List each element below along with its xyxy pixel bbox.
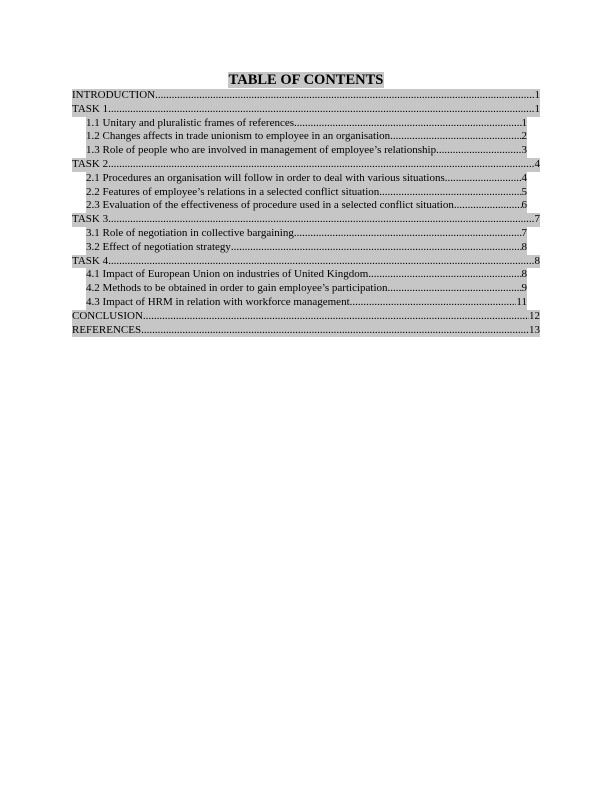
toc-entry-3-2[interactable] bbox=[86, 241, 527, 255]
toc-entry-label: 4.3 Impact of HRM in relation with workforce management bbox=[86, 295, 350, 308]
toc-entry-1-1[interactable] bbox=[86, 117, 527, 131]
toc-page-number: 12 bbox=[529, 309, 540, 322]
toc-entry-label: 3.1 Role of negotiation in collective bargaining bbox=[86, 226, 294, 239]
toc-entry-4-3[interactable] bbox=[86, 296, 527, 310]
toc-entry-label: CONCLUSION bbox=[72, 309, 143, 322]
toc-leader-dots bbox=[108, 103, 534, 117]
toc-entry-2-1[interactable] bbox=[86, 172, 527, 186]
toc-entry-label: 1.1 Unitary and pluralistic frames of references bbox=[86, 116, 294, 129]
toc-title-text: TABLE OF CONTENTS bbox=[228, 72, 384, 88]
toc-page-number: 2 bbox=[521, 130, 527, 143]
toc-leader-dots bbox=[390, 130, 521, 144]
toc-entry-label: 4.2 Methods to be obtained in order to gain employee’s participation bbox=[86, 282, 388, 295]
toc-leader-dots bbox=[231, 241, 522, 255]
toc-leader-dots bbox=[350, 296, 517, 310]
toc-leader-dots bbox=[108, 158, 534, 172]
toc-leader-dots bbox=[294, 117, 522, 131]
toc-entry-1-3[interactable] bbox=[86, 144, 527, 158]
toc-entry-label: TASK 1 bbox=[72, 102, 109, 115]
toc-entry-4-1[interactable] bbox=[86, 268, 527, 282]
toc-page-number: 9 bbox=[521, 282, 527, 295]
toc-leader-dots bbox=[454, 199, 522, 213]
toc-entry-introduction[interactable] bbox=[72, 89, 540, 103]
toc-entry-label: INTRODUCTION bbox=[72, 89, 156, 101]
toc-leader-dots bbox=[436, 144, 521, 158]
toc-page-number: 4 bbox=[521, 171, 527, 184]
toc-page-number: 4 bbox=[534, 157, 540, 170]
toc-entry-label: 2.3 Evaluation of the effectiveness of procedure used in a selected conflict situation bbox=[86, 199, 454, 212]
toc-entry-label: TASK 4 bbox=[72, 254, 109, 267]
toc-entry-task-1[interactable] bbox=[72, 103, 540, 117]
toc-entry-label: TASK 3 bbox=[72, 213, 109, 226]
toc-entry-references[interactable] bbox=[72, 324, 540, 338]
toc-entry-label: REFERENCES bbox=[72, 323, 142, 336]
toc-leader-dots bbox=[108, 213, 534, 227]
toc-page-number: 1 bbox=[534, 89, 540, 101]
table-of-contents bbox=[72, 72, 540, 337]
toc-leader-dots bbox=[141, 324, 529, 338]
toc-entry-3-1[interactable] bbox=[86, 227, 527, 241]
toc-leader-dots bbox=[368, 268, 521, 282]
toc-entry-label: 2.2 Features of employee’s relations in a selected conflict situation bbox=[86, 185, 380, 198]
toc-entry-task-3[interactable] bbox=[72, 213, 540, 227]
toc-leader-dots bbox=[155, 89, 534, 103]
toc-entry-label: 1.2 Changes affects in trade unionism to employee in an organisation bbox=[86, 130, 391, 143]
toc-leader-dots bbox=[294, 227, 522, 241]
toc-entry-2-3[interactable] bbox=[86, 199, 527, 213]
toc-page-number: 11 bbox=[516, 295, 527, 308]
toc-leader-dots bbox=[108, 255, 534, 269]
toc-page-number: 13 bbox=[529, 323, 540, 336]
toc-leader-dots bbox=[143, 310, 529, 324]
toc-page-number: 5 bbox=[521, 185, 527, 198]
toc-heading bbox=[72, 72, 540, 89]
toc-entry-label: 2.1 Procedures an organisation will follow in order to deal with various situations bbox=[86, 171, 445, 184]
toc-page-number: 7 bbox=[534, 213, 540, 226]
toc-entry-label: 1.3 Role of people who are involved in management of employee’s relationship bbox=[86, 144, 437, 157]
toc-leader-dots bbox=[388, 282, 522, 296]
toc-page-number: 1 bbox=[521, 116, 527, 129]
toc-entry-task-2[interactable] bbox=[72, 158, 540, 172]
toc-page-number: 3 bbox=[521, 144, 527, 157]
toc-entry-4-2[interactable] bbox=[86, 282, 527, 296]
toc-page-number: 7 bbox=[521, 226, 527, 239]
toc-entry-2-2[interactable] bbox=[86, 186, 527, 200]
toc-page-number: 1 bbox=[534, 102, 540, 115]
toc-page-number: 8 bbox=[521, 240, 527, 253]
toc-page-number: 8 bbox=[521, 268, 527, 281]
toc-leader-dots bbox=[445, 172, 522, 186]
toc-entry-label: TASK 2 bbox=[72, 157, 109, 170]
toc-entry-conclusion[interactable] bbox=[72, 310, 540, 324]
toc-entry-task-4[interactable] bbox=[72, 255, 540, 269]
toc-entry-label: 3.2 Effect of negotiation strategy bbox=[86, 240, 231, 253]
toc-page-number: 8 bbox=[534, 254, 540, 267]
toc-page-number: 6 bbox=[521, 199, 527, 212]
toc-leader-dots bbox=[379, 186, 521, 200]
toc-entry-1-2[interactable] bbox=[86, 130, 527, 144]
toc-entry-label: 4.1 Impact of European Union on industries of United Kingdom bbox=[86, 268, 369, 281]
